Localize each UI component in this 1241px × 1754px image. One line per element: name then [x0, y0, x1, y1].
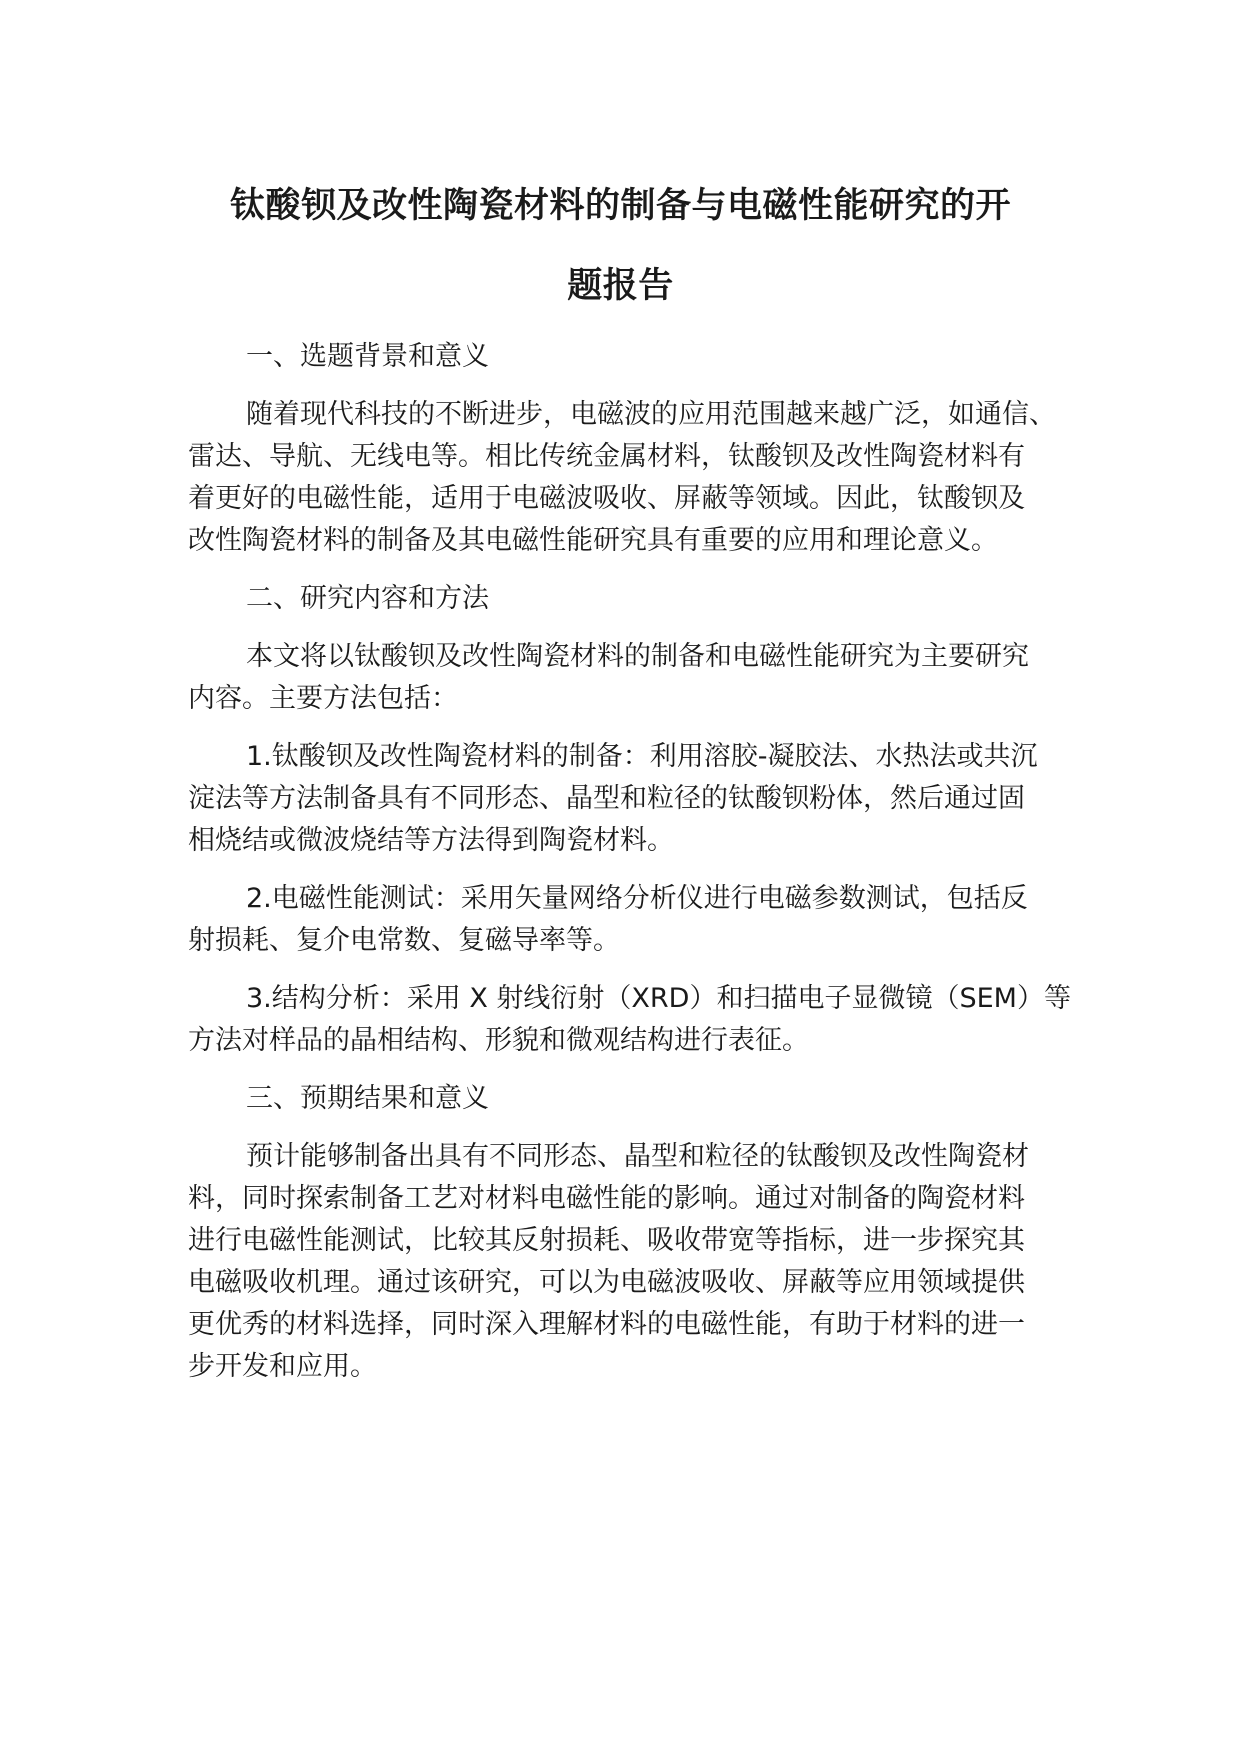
document-title-line-2: 题报告: [567, 266, 674, 306]
list-item-line: 相烧结或微波烧结等方法得到陶瓷材料。: [188, 825, 674, 856]
list-item-line: 方法对样品的晶相结构、形貌和微观结构进行表征。: [188, 1025, 809, 1056]
document-title-line-1: 钛酸钡及改性陶瓷材料的制备与电磁性能研究的开: [229, 186, 1011, 226]
paragraph-line: 本文将以钛酸钡及改性陶瓷材料的制备和电磁性能研究为主要研究: [246, 641, 1029, 672]
list-item-line: 淀法等方法制备具有不同形态、晶型和粒径的钛酸钡粉体，然后通过固: [188, 783, 1025, 814]
paragraph-line: 随着现代科技的不断进步，电磁波的应用范围越来越广泛，如通信、: [246, 399, 1056, 430]
list-item-line: 3.结构分析：采用 X 射线衍射（XRD）和扫描电子显微镜（SEM）等: [246, 983, 1071, 1014]
paragraph-line: 雷达、导航、无线电等。相比传统金属材料，钛酸钡及改性陶瓷材料有: [188, 441, 1025, 472]
paragraph-line: 更优秀的材料选择，同时深入理解材料的电磁性能，有助于材料的进一: [188, 1309, 1025, 1340]
list-item-line: 1.钛酸钡及改性陶瓷材料的制备：利用溶胶-凝胶法、水热法或共沉: [246, 741, 1038, 772]
paragraph-line: 内容。主要方法包括：: [188, 683, 458, 714]
paragraph-line: 料，同时探索制备工艺对材料电磁性能的影响。通过对制备的陶瓷材料: [188, 1183, 1025, 1214]
paragraph-line: 电磁吸收机理。通过该研究，可以为电磁波吸收、屏蔽等应用领域提供: [188, 1267, 1025, 1298]
section-heading: 一、选题背景和意义: [246, 341, 489, 372]
section-heading: 三、预期结果和意义: [246, 1083, 489, 1114]
list-item-line: 2.电磁性能测试：采用矢量网络分析仪进行电磁参数测试，包括反: [246, 883, 1028, 914]
paragraph-line: 改性陶瓷材料的制备及其电磁性能研究具有重要的应用和理论意义。: [188, 525, 998, 556]
paragraph-line: 预计能够制备出具有不同形态、晶型和粒径的钛酸钡及改性陶瓷材: [246, 1141, 1029, 1172]
paragraph-line: 进行电磁性能测试，比较其反射损耗、吸收带宽等指标，进一步探究其: [188, 1225, 1025, 1256]
section-heading: 二、研究内容和方法: [246, 583, 489, 614]
paragraph-line: 步开发和应用。: [188, 1351, 377, 1382]
list-item-line: 射损耗、复介电常数、复磁导率等。: [188, 925, 620, 956]
paragraph-line: 着更好的电磁性能，适用于电磁波吸收、屏蔽等领域。因此，钛酸钡及: [188, 483, 1025, 514]
